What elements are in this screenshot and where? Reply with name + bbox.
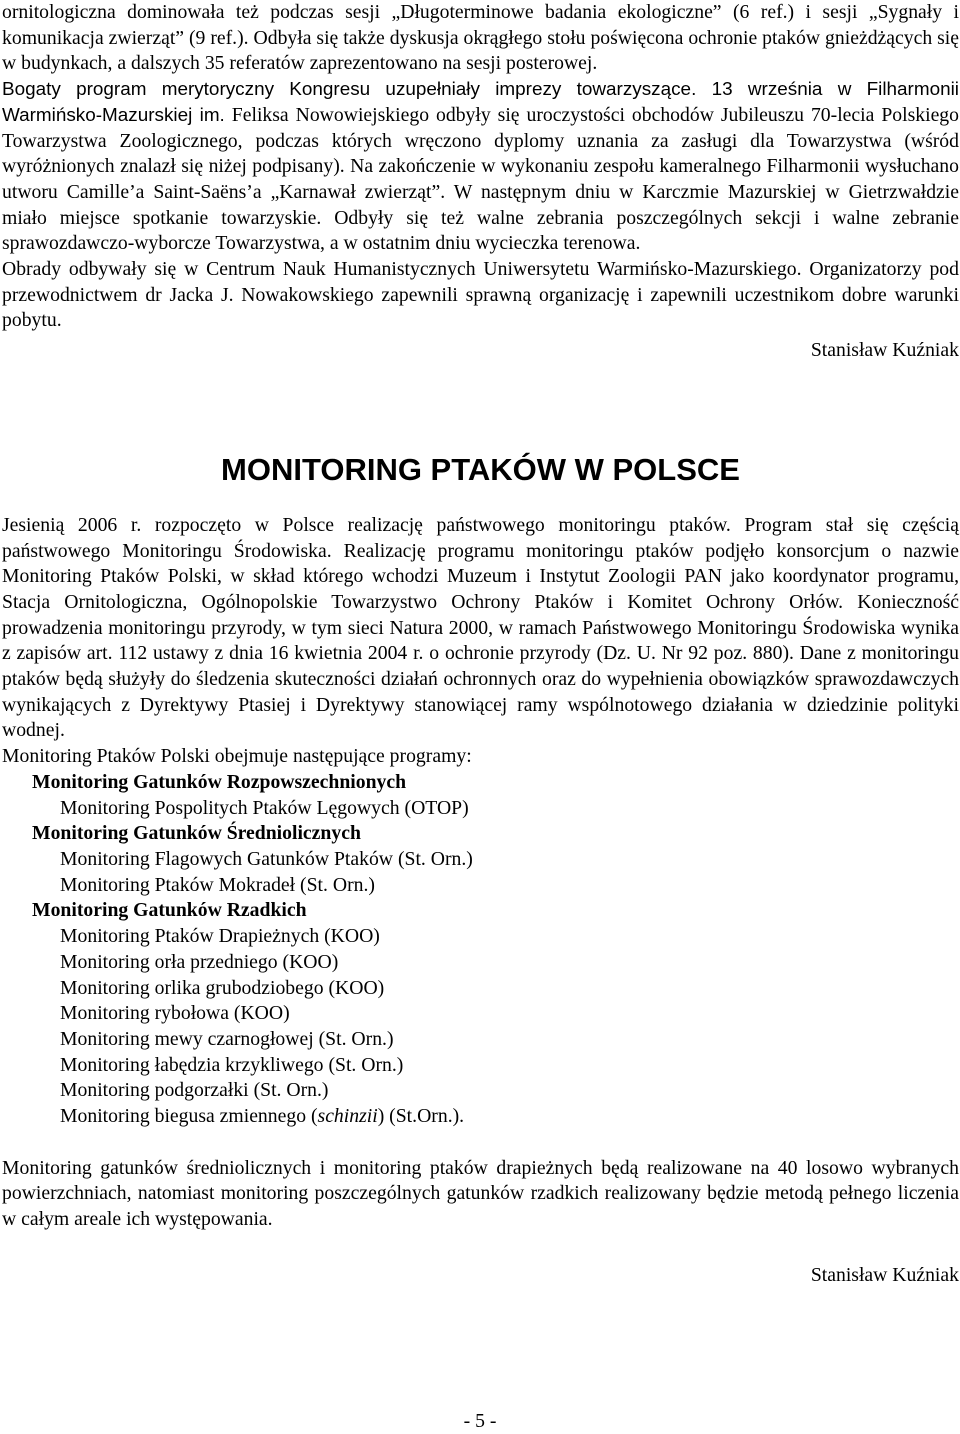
- list-item: Monitoring orła przedniego (KOO): [60, 950, 339, 973]
- list-item: Monitoring Ptaków Mokradeł (St. Orn.): [60, 873, 375, 896]
- signature-section1: Stanisław Kuźniak: [810, 339, 959, 362]
- paragraph-congress-events: [2, 77, 959, 257]
- list-item: Monitoring Flagowych Gatunków Ptaków (St. Orn.): [60, 847, 473, 870]
- list-item: Monitoring Ptaków Drapieżnych (KOO): [60, 925, 380, 948]
- list-item: Monitoring łabędzia krzykliwego (St. Orn.): [60, 1053, 404, 1076]
- list-group-title: Monitoring Gatunków Rzadkich: [32, 899, 307, 922]
- section-heading: MONITORING PTAKÓW W POLSCE: [221, 451, 740, 487]
- paragraph-congress-events-serif: Feliksa Nowowiejskiego odbyły się uroczystości obchodów Jubileuszu 70-lecia Polskiego Towarzystwa Zoologicznego, podczas których wręczono dyplomy uznania za zasługi dla Towarzystwa (wśród wyróżnionych znalazł się niżej podpisany). Na zakończenie w wykonaniu zespołu kameralnego Filharmonii wysłuchano utworu Camille’a Saint-Saëns’a „Karnawał zwierząt”. W następnym dniu w Karczmie Mazurskiej w Gietrzwałdzie miało miejsce spotkanie towarzyskie. Odbyły się też walne zebrania poszczególnych sekcji i walne zebranie sprawozdawczo-wyborcze Towarzystwa, a w ostatnim dniu wycieczka terenowa.: [2, 103, 959, 255]
- paragraph-monitoring-intro: Jesienią 2006 r. rozpoczęto w Polsce realizację państwowego monitoringu ptaków. Program stał się częścią państwowego Monitoringu Środowiska. Realizację programu monitoringu ptaków podjęło konsorcjum o nazwie Monitoring Ptaków Polski, w skład którego wchodzi Muzeum i Instytut Zoologii PAN jako koordynator programu, Stacja Ornitologiczna, Ogólnopolskie Towarzystwo Ochrony Ptaków i Komitet Ochrony Orłów. Konieczność prowadzenia monitoringu przyrody, w tym sieci Natura 2000, w ramach Państwowego Monitoringu Środowiska wynika z zapisów art. 112 ustawy z dnia 16 kwietnia 2004 r. o ochronie przyrody (Dz. U. Nr 92 poz. 880). Dane z monitoringu ptaków będą służyły do śledzenia skuteczności działań ochronnych oraz do wypełnienia obowiązków sprawozdawczych wynikających z Dyrektywy Ptasiej i Dyrektywy stanowiącej ramy wspólnotowego działania w dziedzinie polityki wodnej.: [2, 513, 959, 742]
- list-item-italic: schinzii: [317, 1105, 378, 1128]
- list-item: Monitoring rybołowa (KOO): [60, 1002, 290, 1025]
- list-group-title: Monitoring Gatunków Rozpowszechnionych: [32, 770, 407, 793]
- list-item: [2, 1104, 959, 1130]
- signature-section2: Stanisław Kuźniak: [810, 1263, 959, 1286]
- list-item: Monitoring orlika grubodziobego (KOO): [60, 976, 385, 999]
- paragraph-list-intro: Monitoring Ptaków Polski obejmuje następujące programy:: [2, 745, 472, 768]
- paragraph-congress-sessions: ornitologiczna dominowała też podczas sesji „Długoterminowe badania ekologiczne” (6 ref.) i sesji „Sygnały i komunikacja zwierząt” (9 ref.). Odbyła się także dyskusja okrągłego stołu poświęcona ochronie ptaków gnieżdżących się w budynkach, a dalszych 35 referatów zaprezentowano na sesji posterowej.: [2, 1, 959, 75]
- paragraph-congress-events-sans: Bogaty program merytoryczny Kongresu uzupełniały imprezy towarzyszące. 13 września w Filharmonii Warmińsko-Mazurskiej im.: [2, 79, 959, 126]
- list-item-suffix: ) (St.Orn.).: [377, 1105, 465, 1128]
- list-item: Monitoring mewy czarnogłowej (St. Orn.): [60, 1027, 394, 1050]
- list-item: Monitoring podgorzałki (St. Orn.): [60, 1079, 329, 1102]
- list-item-prefix: Monitoring biegusa zmiennego (: [60, 1105, 318, 1128]
- list-item: Monitoring Pospolitych Ptaków Lęgowych (OTOP): [60, 796, 469, 819]
- paragraph-monitoring-methods: Monitoring gatunków średniolicznych i monitoring ptaków drapieżnych będą realizowane na 40 losowo wybranych powierzchniach, natomiast monitoring poszczególnych gatunków rzadkich realizowany będzie metodą pełnego liczenia w całym areale ich występowania.: [2, 1156, 959, 1231]
- programs-list: [2, 770, 959, 1130]
- list-group-title: Monitoring Gatunków Średniolicznych: [32, 822, 361, 845]
- paragraph-congress-venue: Obrady odbywały się w Centrum Nauk Humanistycznych Uniwersytetu Warmińsko-Mazurskiego. Organizatorzy pod przewodnictwem dr Jacka J. Nowakowskiego zapewnili sprawną organizację i zapewnili uczestnikom dobre warunki pobytu.: [2, 258, 959, 332]
- page-number: - 5 -: [463, 1410, 497, 1432]
